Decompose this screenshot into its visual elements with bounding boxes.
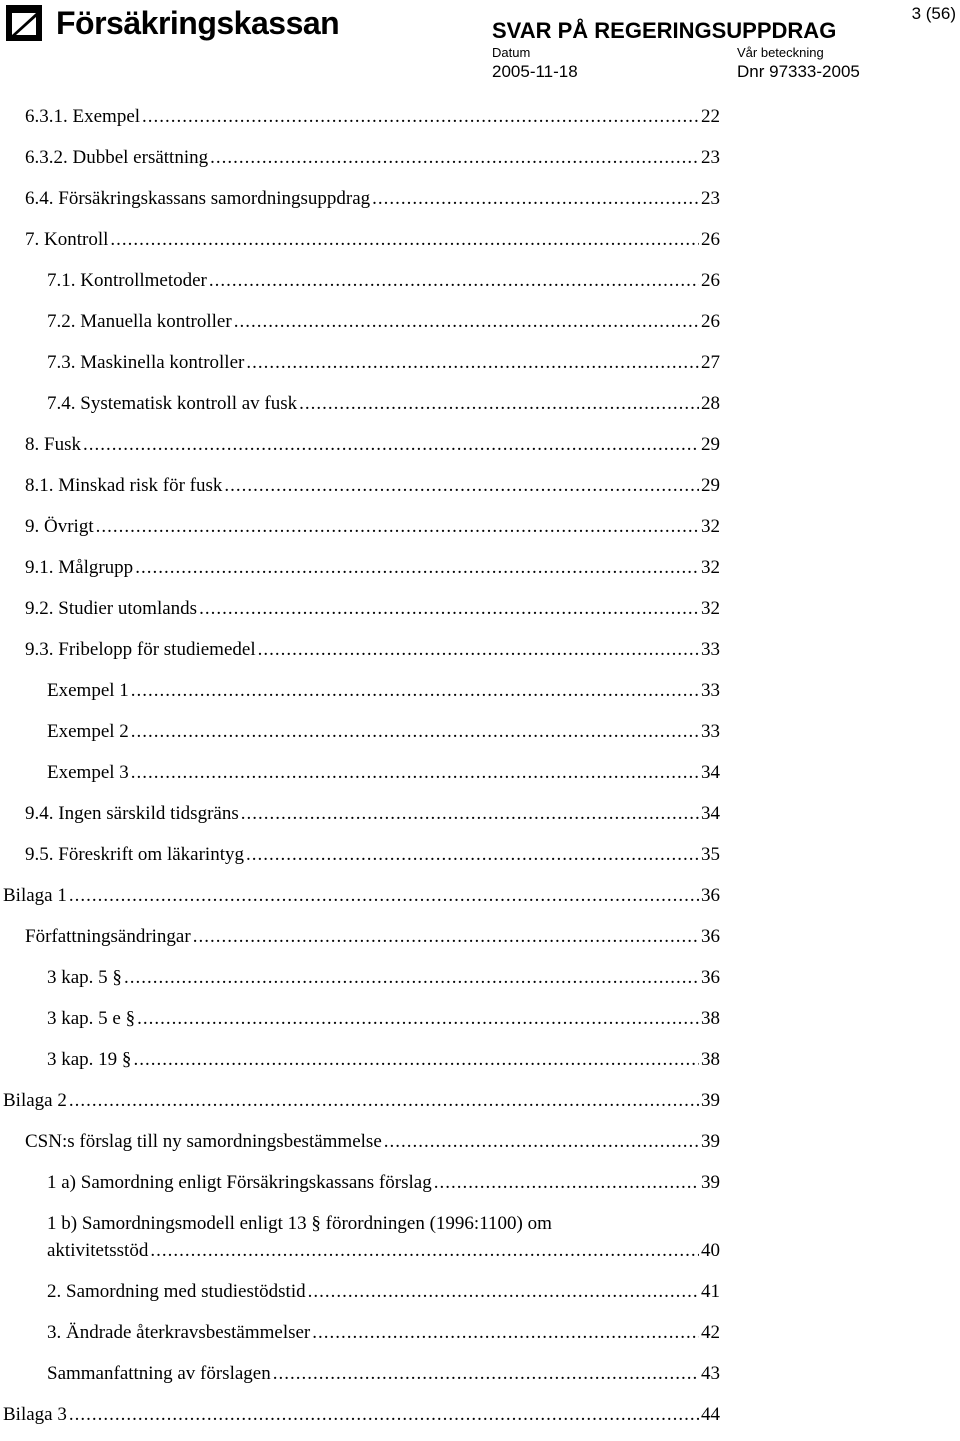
toc-entry-title: 6.4. Försäkringskassans samordningsuppdrag xyxy=(25,184,372,214)
toc-entry-title: 2. Samordning med studiestödstid xyxy=(47,1277,308,1307)
toc-entry-title: 6.3.1. Exempel xyxy=(25,102,142,132)
toc-dot-leader xyxy=(133,1045,699,1075)
toc-entry-title: 3 kap. 19 § xyxy=(47,1045,133,1075)
toc-entry-title: 7.1. Kontrollmetoder xyxy=(47,266,209,296)
toc-entry-page-number: 36 xyxy=(701,926,720,947)
toc-entry[interactable] xyxy=(0,143,960,184)
toc-entry-title: 6.3.2. Dubbel ersättning xyxy=(25,143,210,173)
toc-dot-leader xyxy=(308,1277,699,1307)
toc-entry-page-number: 33 xyxy=(701,721,720,742)
toc-entry-title: 7.4. Systematisk kontroll av fusk xyxy=(47,389,299,419)
toc-dot-leader xyxy=(150,1236,699,1266)
forsakringskassan-logo-icon xyxy=(6,5,42,41)
toc-entry-title: Exempel 1 xyxy=(47,676,131,706)
toc-dot-leader xyxy=(131,758,699,788)
toc-entry-title: 9.3. Fribelopp för studiemedel xyxy=(25,635,258,665)
toc-entry-title: 1 a) Samordning enligt Försäkringskassans förslag xyxy=(47,1168,434,1198)
toc-entry-page-number: 38 xyxy=(701,1008,720,1029)
toc-entry-title: Bilaga 1 xyxy=(3,881,69,911)
toc-dot-leader xyxy=(258,635,699,665)
toc-entry-title: Författningsändringar xyxy=(25,922,193,952)
toc-entry-page-number: 26 xyxy=(701,311,720,332)
toc-entry[interactable] xyxy=(0,307,960,348)
reference-value: Dnr 97333-2005 xyxy=(737,62,860,81)
toc-entry[interactable] xyxy=(0,1209,960,1277)
toc-dot-leader xyxy=(246,840,699,870)
toc-dot-leader xyxy=(83,430,699,460)
toc-dot-leader xyxy=(434,1168,699,1198)
toc-entry-page-number: 39 xyxy=(701,1172,720,1193)
toc-entry-page-number: 41 xyxy=(701,1281,720,1302)
toc-entry[interactable] xyxy=(0,348,960,389)
date-value: 2005-11-18 xyxy=(492,62,578,81)
toc-entry-page-number: 26 xyxy=(701,229,720,250)
toc-entry[interactable] xyxy=(0,1400,960,1441)
toc-entry-title: Bilaga 2 xyxy=(3,1086,69,1116)
toc-dot-leader xyxy=(241,799,699,829)
toc-entry[interactable] xyxy=(0,1004,960,1045)
toc-entry-page-number: 29 xyxy=(701,434,720,455)
toc-dot-leader xyxy=(199,594,699,624)
toc-entry[interactable] xyxy=(0,471,960,512)
toc-entry[interactable] xyxy=(0,389,960,430)
toc-dot-leader xyxy=(312,1318,699,1348)
toc-entry-page-number: 23 xyxy=(701,147,720,168)
toc-entry-page-number: 39 xyxy=(701,1090,720,1111)
toc-dot-leader xyxy=(372,184,699,214)
toc-dot-leader xyxy=(193,922,699,952)
toc-dot-leader xyxy=(124,963,699,993)
toc-entry-title: 9.5. Föreskrift om läkarintyg xyxy=(25,840,246,870)
toc-entry-title: 8.1. Minskad risk för fusk xyxy=(25,471,224,501)
toc-dot-leader xyxy=(96,512,699,542)
toc-entry-page-number: 33 xyxy=(701,639,720,660)
toc-entry-title: aktivitetsstöd xyxy=(47,1236,150,1266)
toc-dot-leader xyxy=(135,553,699,583)
toc-entry[interactable] xyxy=(0,1127,960,1168)
toc-entry-title: 3 kap. 5 § xyxy=(47,963,124,993)
toc-entry-title: 9.4. Ingen särskild tidsgräns xyxy=(25,799,241,829)
toc-entry[interactable] xyxy=(0,758,960,799)
toc-entry[interactable] xyxy=(0,963,960,1004)
toc-entry-page-number: 28 xyxy=(701,393,720,414)
toc-dot-leader xyxy=(69,881,699,911)
toc-dot-leader xyxy=(384,1127,699,1157)
toc-entry[interactable] xyxy=(0,717,960,758)
toc-entry-title: 3. Ändrade återkravsbestämmelser xyxy=(47,1318,312,1348)
toc-entry-page-number: 36 xyxy=(701,885,720,906)
toc-entry-page-number: 39 xyxy=(701,1131,720,1152)
document-title: SVAR PÅ REGERINGSUPPDRAG xyxy=(492,18,837,43)
toc-entry-title: 7. Kontroll xyxy=(25,225,110,255)
toc-entry-title: 9.2. Studier utomlands xyxy=(25,594,199,624)
toc-entry[interactable] xyxy=(0,225,960,266)
toc-entry[interactable] xyxy=(0,594,960,635)
toc-entry[interactable] xyxy=(0,512,960,553)
toc-entry-page-number: 26 xyxy=(701,270,720,291)
toc-entry[interactable] xyxy=(0,102,960,143)
toc-entry-page-number: 38 xyxy=(701,1049,720,1070)
toc-entry-page-number: 33 xyxy=(701,680,720,701)
toc-dot-leader xyxy=(137,1004,699,1034)
toc-dot-leader xyxy=(131,717,699,747)
toc-entry[interactable] xyxy=(0,430,960,471)
toc-dot-leader xyxy=(142,102,699,132)
toc-entry-title: 3 kap. 5 e § xyxy=(47,1004,137,1034)
toc-dot-leader xyxy=(209,266,699,296)
toc-dot-leader xyxy=(299,389,699,419)
toc-entry[interactable] xyxy=(0,635,960,676)
logo-text: Försäkringskassan xyxy=(56,5,340,41)
toc-entry[interactable] xyxy=(0,881,960,922)
toc-entry[interactable] xyxy=(0,922,960,963)
toc-dot-leader xyxy=(69,1086,699,1116)
toc-entry[interactable] xyxy=(0,1045,960,1086)
toc-entry-page-number: 35 xyxy=(701,844,720,865)
toc-entry-page-number: 32 xyxy=(701,598,720,619)
toc-entry[interactable] xyxy=(0,1168,960,1209)
toc-entry-title: 9. Övrigt xyxy=(25,512,96,542)
toc-entry[interactable] xyxy=(0,1086,960,1127)
toc-entry[interactable] xyxy=(0,266,960,307)
toc-dot-leader xyxy=(110,225,699,255)
reference-label: Vår beteckning xyxy=(737,45,824,60)
toc-entry-page-number: 34 xyxy=(701,762,720,783)
toc-entry-title: 8. Fusk xyxy=(25,430,83,460)
logo xyxy=(6,3,339,43)
toc-entry-page-number: 27 xyxy=(701,352,720,373)
toc-entry-title: Exempel 2 xyxy=(47,717,131,747)
toc-entry-page-number: 40 xyxy=(701,1240,720,1261)
toc-entry-title: Sammanfattning av förslagen xyxy=(47,1359,273,1389)
toc-dot-leader xyxy=(246,348,699,378)
toc-entry[interactable] xyxy=(0,1277,960,1318)
toc-dot-leader xyxy=(131,676,699,706)
toc-dot-leader xyxy=(210,143,699,173)
toc-entry-title: Bilaga 3 xyxy=(3,1400,69,1430)
toc-dot-leader xyxy=(273,1359,699,1389)
toc-entry[interactable] xyxy=(0,1359,960,1400)
table-of-contents xyxy=(0,102,960,1441)
toc-entry-page-number: 36 xyxy=(701,967,720,988)
toc-entry-page-number: 29 xyxy=(701,475,720,496)
toc-entry-page-number: 34 xyxy=(701,803,720,824)
toc-entry-page-number: 44 xyxy=(701,1404,720,1425)
toc-entry-page-number: 32 xyxy=(701,516,720,537)
toc-entry[interactable] xyxy=(0,799,960,840)
page-header xyxy=(0,0,960,90)
toc-entry-page-number: 43 xyxy=(701,1363,720,1384)
toc-entry[interactable] xyxy=(0,840,960,881)
toc-entry-title: CSN:s förslag till ny samordningsbestämmelse xyxy=(25,1127,384,1157)
toc-entry-title: Exempel 3 xyxy=(47,758,131,788)
toc-dot-leader xyxy=(234,307,699,337)
toc-entry-page-number: 42 xyxy=(701,1322,720,1343)
toc-entry[interactable] xyxy=(0,553,960,594)
toc-entry-title: 9.1. Målgrupp xyxy=(25,553,135,583)
toc-entry-title: 7.2. Manuella kontroller xyxy=(47,307,234,337)
toc-entry[interactable] xyxy=(0,184,960,225)
toc-entry-page-number: 32 xyxy=(701,557,720,578)
page-number: 3 (56) xyxy=(911,4,956,23)
toc-entry[interactable] xyxy=(0,676,960,717)
toc-dot-leader xyxy=(224,471,699,501)
toc-entry-title: 7.3. Maskinella kontroller xyxy=(47,348,246,378)
date-label: Datum xyxy=(492,45,531,60)
toc-entry[interactable] xyxy=(0,1318,960,1359)
toc-entry-page-number: 23 xyxy=(701,188,720,209)
toc-entry-page-number: 22 xyxy=(701,106,720,127)
toc-entry-title-line1: 1 b) Samordningsmodell enligt 13 § förordningen (1996:1100) om xyxy=(47,1213,552,1234)
